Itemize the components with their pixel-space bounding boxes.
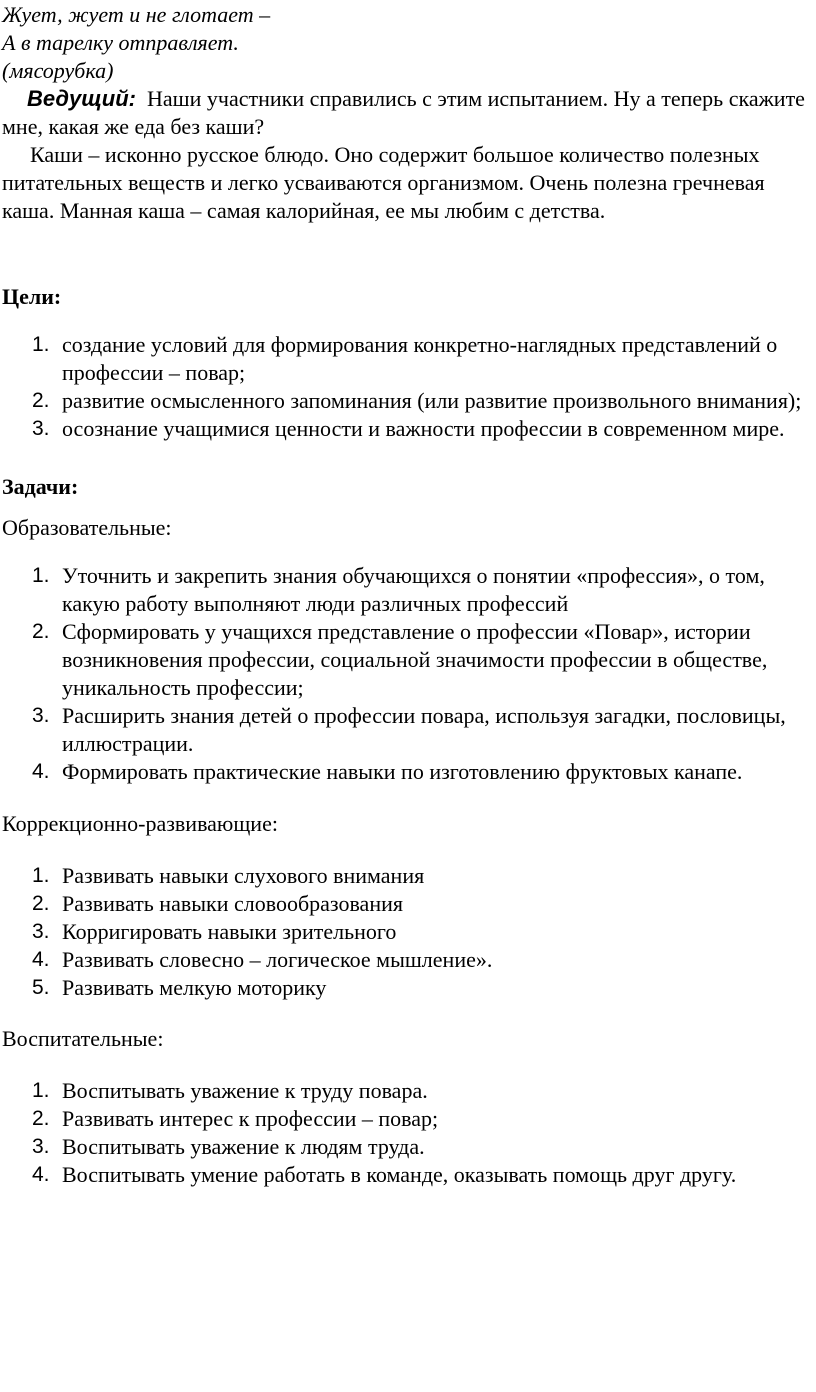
list-number: 1. bbox=[32, 564, 50, 587]
list-item bbox=[2, 331, 810, 387]
list-item bbox=[2, 618, 810, 702]
list-item-text: Развивать навыки слухового внимания bbox=[62, 863, 425, 888]
list-item bbox=[2, 1133, 810, 1161]
list-item-text: развитие осмысленного запоминания (или развитие произвольного внимания); bbox=[62, 388, 802, 413]
upbringing-list bbox=[2, 1077, 810, 1189]
riddle-line: А в тарелку отправляет. bbox=[2, 30, 239, 55]
list-number: 2. bbox=[32, 1107, 50, 1130]
list-number: 2. bbox=[32, 389, 50, 412]
riddle-line: Жует, жует и не глотает – bbox=[2, 2, 271, 27]
list-item-text: Расширить знания детей о профессии повара, используя загадки, пословицы, иллюстрации. bbox=[62, 703, 786, 756]
correctional-list bbox=[2, 862, 810, 1002]
list-item-text: Сформировать у учащихся представление о профессии «Повар», истории возникновения профессии, социальной значимости профессии в обществе, уникальность профессии; bbox=[62, 619, 768, 700]
list-item-text: Развивать интерес к профессии – повар; bbox=[62, 1106, 439, 1131]
host-paragraph bbox=[2, 85, 810, 141]
list-item bbox=[2, 946, 810, 974]
tasks-heading: Задачи: bbox=[2, 474, 79, 499]
upbringing-heading: Воспитательные: bbox=[2, 1026, 164, 1051]
list-number: 3. bbox=[32, 920, 50, 943]
goals-heading: Цели: bbox=[2, 284, 62, 309]
list-item-text: Развивать навыки словообразования bbox=[62, 891, 403, 916]
goals-list bbox=[2, 331, 810, 443]
list-item bbox=[2, 387, 810, 415]
list-item bbox=[2, 890, 810, 918]
list-item bbox=[2, 1105, 810, 1133]
list-number: 4. bbox=[32, 948, 50, 971]
list-item-text: Развивать мелкую моторику bbox=[62, 975, 327, 1000]
list-item bbox=[2, 1161, 810, 1189]
educational-heading: Образовательные: bbox=[2, 515, 172, 540]
list-item-text: Воспитывать уважение к труду повара. bbox=[62, 1078, 428, 1103]
list-number: 4. bbox=[32, 760, 50, 783]
list-item bbox=[2, 758, 810, 786]
list-number: 1. bbox=[32, 333, 50, 356]
correctional-heading: Коррекционно-развивающие: bbox=[2, 811, 278, 836]
list-item-text: создание условий для формирования конкретно-наглядных представлений о профессии – повар; bbox=[62, 332, 778, 385]
list-item bbox=[2, 862, 810, 890]
list-item-text: Воспитывать уважение к людям труда. bbox=[62, 1134, 425, 1159]
educational-list bbox=[2, 562, 810, 786]
list-item-text: Воспитывать умение работать в команде, оказывать помощь друг другу. bbox=[62, 1162, 737, 1187]
list-item bbox=[2, 918, 810, 946]
list-number: 3. bbox=[32, 417, 50, 440]
list-item-text: осознание учащимися ценности и важности профессии в современном мире. bbox=[62, 416, 785, 441]
list-item-text: Формировать практические навыки по изготовлению фруктовых канапе. bbox=[62, 759, 743, 784]
list-number: 3. bbox=[32, 704, 50, 727]
list-item bbox=[2, 702, 810, 758]
riddle-answer: (мясорубка) bbox=[2, 58, 114, 83]
list-number: 4. bbox=[32, 1163, 50, 1186]
list-number: 3. bbox=[32, 1135, 50, 1158]
list-item-text: Корригировать навыки зрительного bbox=[62, 919, 397, 944]
list-item bbox=[2, 415, 810, 443]
host-text: Наши участники справились с этим испытанием. Ну а теперь скажите мне, какая же еда без каши? bbox=[2, 86, 805, 139]
list-number: 2. bbox=[32, 620, 50, 643]
list-item bbox=[2, 1077, 810, 1105]
list-number: 1. bbox=[32, 864, 50, 887]
list-item-text: Развивать словесно – логическое мышление». bbox=[62, 947, 493, 972]
list-item bbox=[2, 974, 810, 1002]
porridge-paragraph: Каши – исконно русское блюдо. Оно содержит большое количество полезных питательных веществ и легко усваиваются организмом. Очень полезна гречневая каша. Манная каша – самая калорийная, ее мы любим с детства. bbox=[2, 142, 765, 223]
list-number: 5. bbox=[32, 976, 50, 999]
list-number: 2. bbox=[32, 892, 50, 915]
list-item-text: Уточнить и закрепить знания обучающихся о понятии «профессия», о том, какую работу выполняют люди различных профессий bbox=[62, 563, 765, 616]
riddle-block bbox=[2, 1, 810, 85]
list-number: 1. bbox=[32, 1079, 50, 1102]
list-item bbox=[2, 562, 810, 618]
host-label: Ведущий: bbox=[27, 86, 137, 111]
